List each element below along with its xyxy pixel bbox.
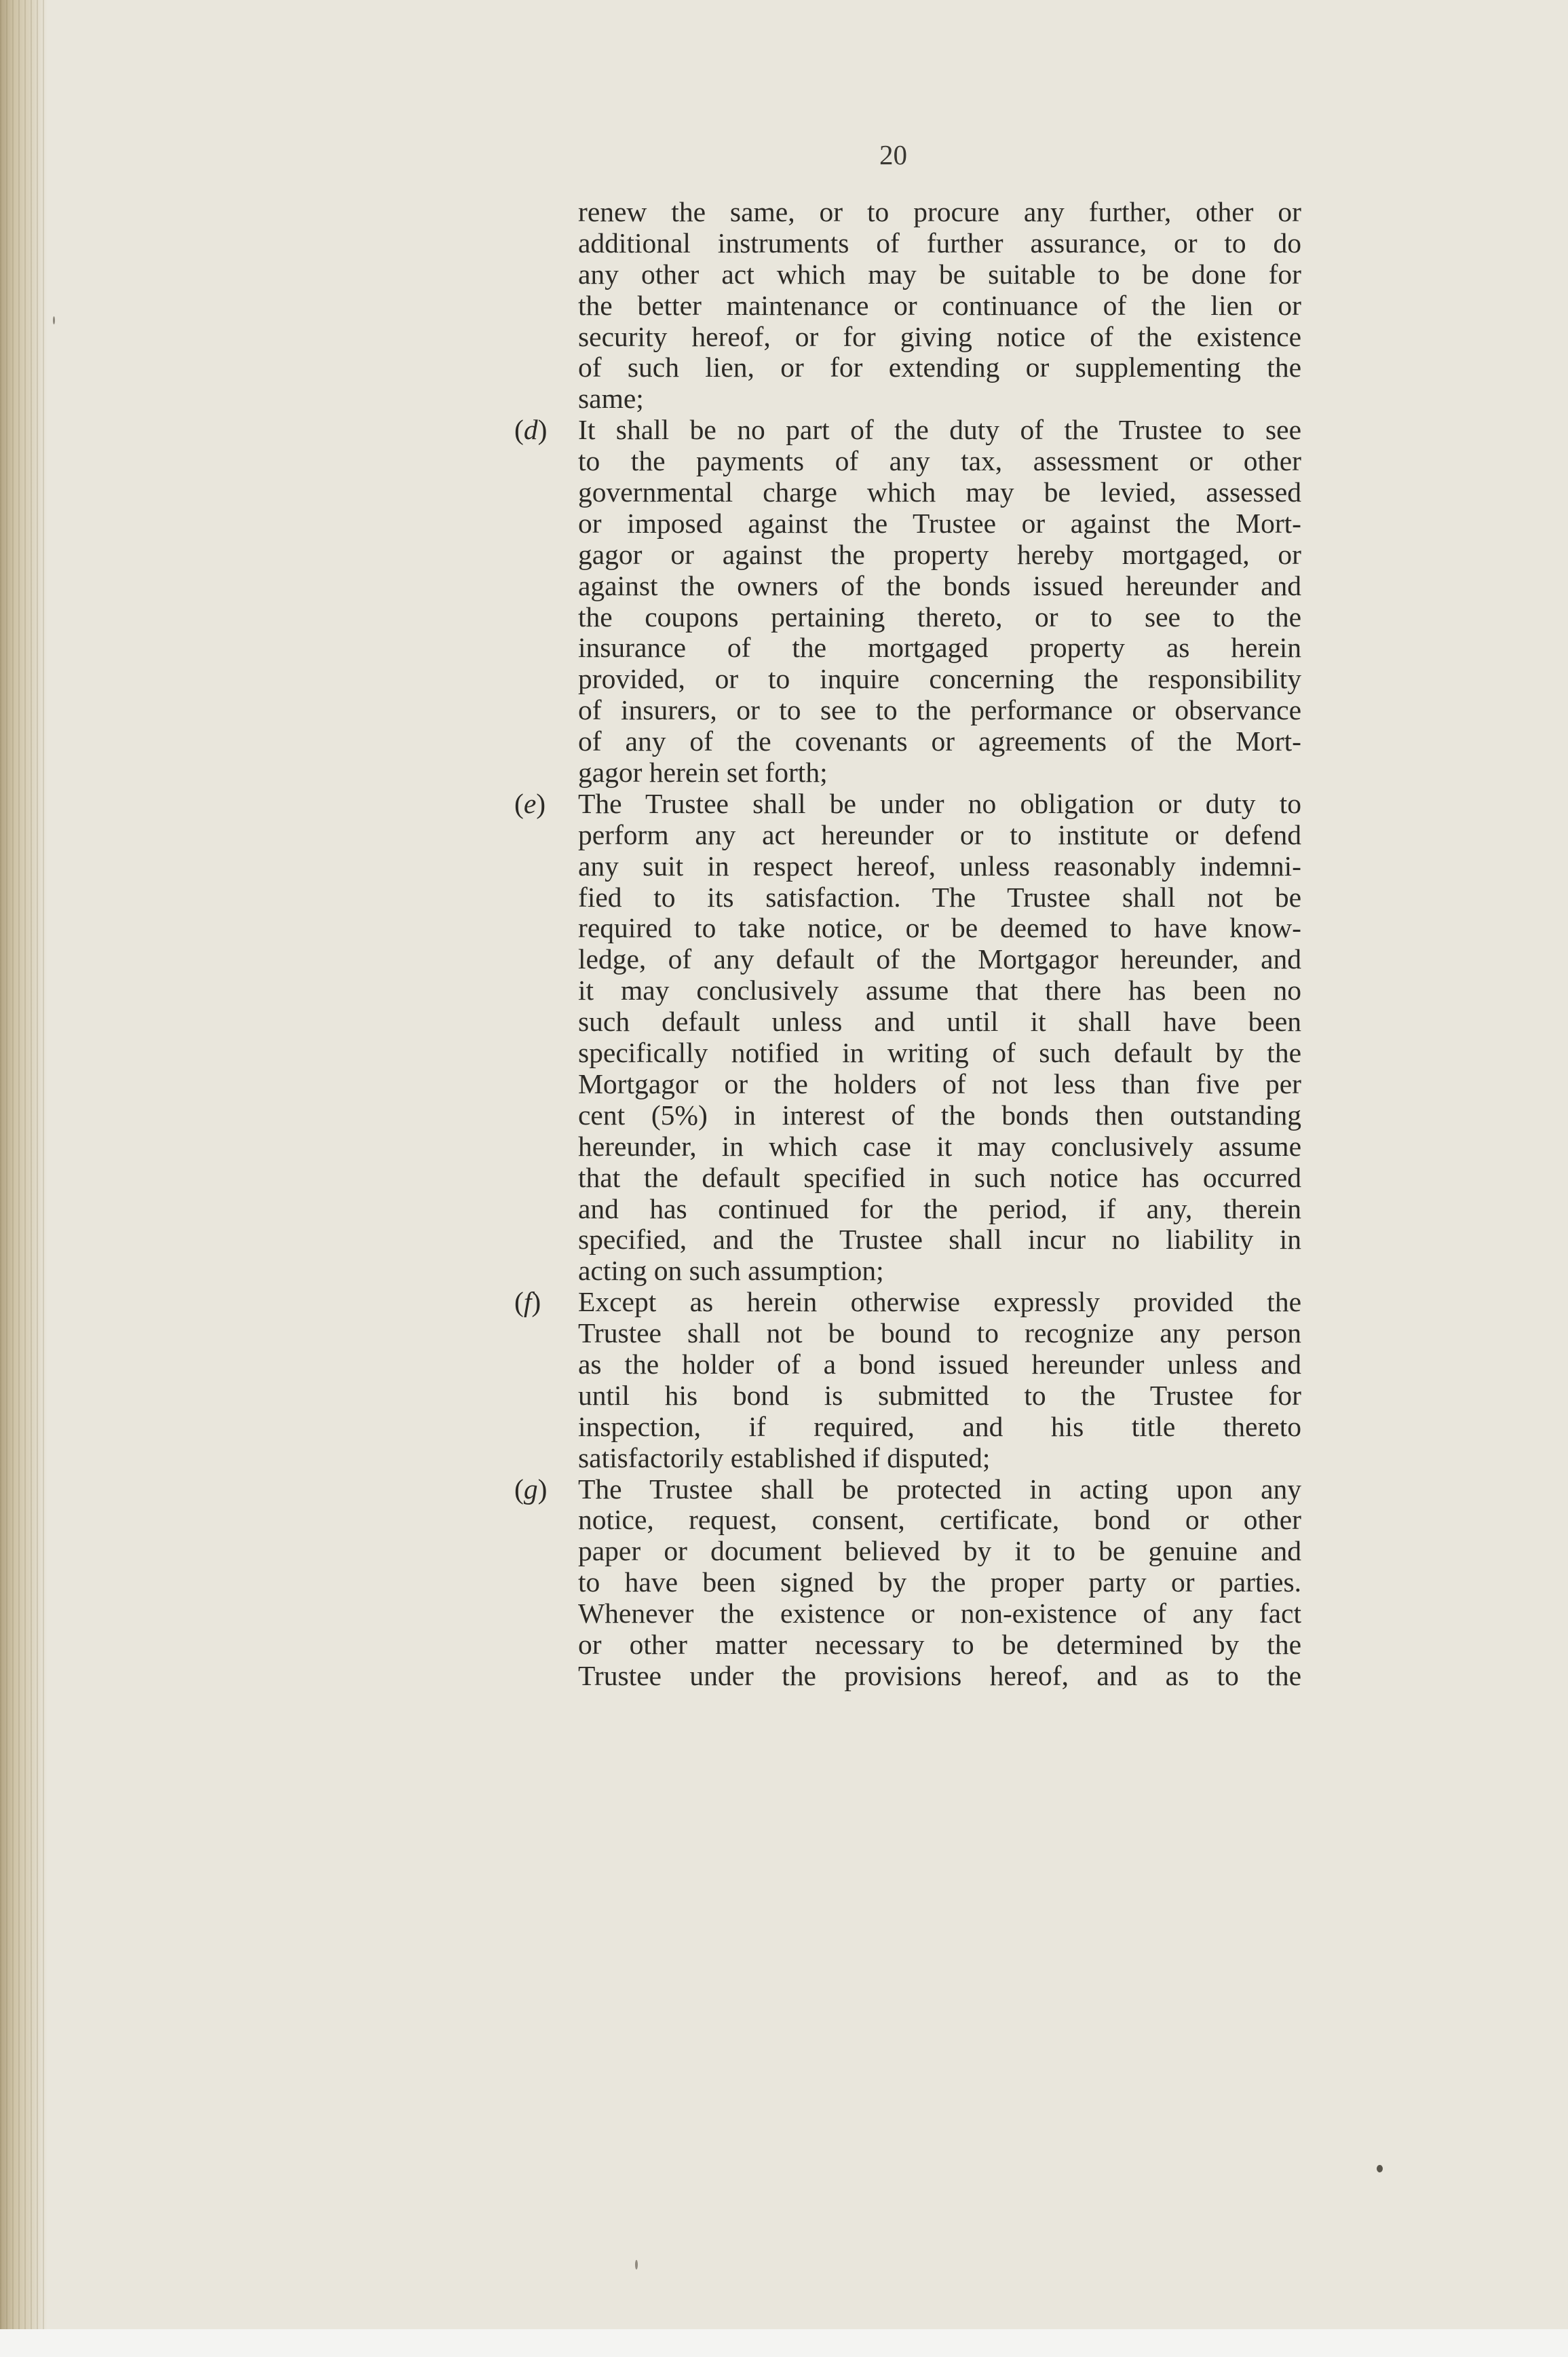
text-line: The Trustee shall be under no obligation or duty to <box>578 788 1301 819</box>
text-line: inspection, if required, and his title thereto <box>578 1411 1301 1442</box>
text-line: gagor herein set forth; <box>578 757 828 789</box>
text-line: specifically notified in writing of such default by the <box>578 1038 1301 1069</box>
text-line: of any of the covenants or agreements of the Mort- <box>578 726 1301 757</box>
clause-letter: (g) <box>514 1473 548 1505</box>
text-line: specified, and the Trustee shall incur no liability in <box>578 1224 1301 1256</box>
text-line: Whenever the existence or non-existence of any fact <box>578 1598 1301 1629</box>
binding-texture <box>0 0 47 2357</box>
paper-speck <box>53 316 55 324</box>
text-line: paper or document believed by it to be genuine and <box>578 1536 1301 1567</box>
text-line: acting on such assumption; <box>578 1256 884 1287</box>
clause-g <box>514 1474 1301 1692</box>
text-line: It shall be no part of the duty of the Trustee to see <box>578 415 1301 446</box>
clause-letter: (e) <box>514 787 546 819</box>
paper-speck <box>635 2260 638 2269</box>
text-line: the coupons pertaining thereto, or to see to the <box>578 601 1301 633</box>
paper-speck <box>1377 2165 1383 2172</box>
text-line: it may conclusively assume that there has been no <box>578 975 1301 1006</box>
text-line: ledge, of any default of the Mortgagor hereunder, and <box>578 944 1301 975</box>
text-line: hereunder, in which case it may conclusively assume <box>578 1131 1301 1162</box>
text-line: insurance of the mortgaged property as herein <box>578 633 1301 664</box>
intro-paragraph <box>514 197 1301 415</box>
text-line: governmental charge which may be levied, assessed <box>578 477 1301 508</box>
text-line: Mortgagor or the holders of not less than five per <box>578 1068 1301 1099</box>
text-line: until his bond is submitted to the Trustee for <box>578 1380 1301 1411</box>
body-text <box>514 197 1301 1692</box>
text-line: renew the same, or to procure any further, other or <box>578 197 1301 227</box>
text-line: notice, request, consent, certificate, bond or other <box>578 1505 1301 1536</box>
text-line: The Trustee shall be protected in acting upon any <box>578 1473 1301 1505</box>
text-line: required to take notice, or be deemed to have know- <box>578 913 1301 944</box>
text-line: any suit in respect hereof, unless reasonably indemni- <box>578 850 1301 882</box>
text-line: cent (5%) in interest of the bonds then outstanding <box>578 1099 1301 1131</box>
text-line: satisfactorily established if disputed; <box>578 1442 991 1473</box>
clause-f <box>514 1287 1301 1473</box>
text-line: fied to its satisfaction. The Trustee shall not be <box>578 882 1301 913</box>
text-line: same; <box>578 383 644 415</box>
text-line: to the payments of any tax, assessment or other <box>578 446 1301 477</box>
clause-letter: (d) <box>514 414 548 446</box>
text-line: of such lien, or for extending or supplementing the <box>578 352 1301 383</box>
text-line: of insurers, or to see to the performance or observance <box>578 695 1301 726</box>
text-line: against the owners of the bonds issued hereunder and <box>578 570 1301 601</box>
text-line: such default unless and until it shall have been <box>578 1006 1301 1038</box>
text-line: Trustee shall not be bound to recognize any person <box>578 1318 1301 1349</box>
text-line: or imposed against the Trustee or against the Mort- <box>578 508 1301 539</box>
scan-bottom-band <box>0 2329 1568 2357</box>
clause-letter: (f) <box>514 1286 541 1318</box>
text-line: security hereof, or for giving notice of the existence <box>578 321 1301 352</box>
text-line: gagor or against the property hereby mortgaged, or <box>578 539 1301 570</box>
text-line: and has continued for the period, if any, therein <box>578 1193 1301 1224</box>
clause-d <box>514 415 1301 789</box>
text-line: Trustee under the provisions hereof, and as to the <box>578 1660 1301 1691</box>
clause-e <box>514 789 1301 1287</box>
text-line: or other matter necessary to be determined by the <box>578 1629 1301 1660</box>
page-number: 20 <box>879 139 907 170</box>
text-line: that the default specified in such notice has occurred <box>578 1162 1301 1193</box>
text-line: to have been signed by the proper party or parties. <box>578 1567 1301 1598</box>
text-line: the better maintenance or continuance of the lien or <box>578 290 1301 321</box>
text-line: additional instruments of further assurance, or to do <box>578 227 1301 259</box>
text-line: provided, or to inquire concerning the responsibility <box>578 664 1301 695</box>
text-line: as the holder of a bond issued hereunder unless and <box>578 1349 1301 1380</box>
text-line: perform any act hereunder or to institute or defend <box>578 819 1301 850</box>
text-line: any other act which may be suitable to be done for <box>578 259 1301 290</box>
text-line: Except as herein otherwise expressly provided the <box>578 1287 1301 1318</box>
